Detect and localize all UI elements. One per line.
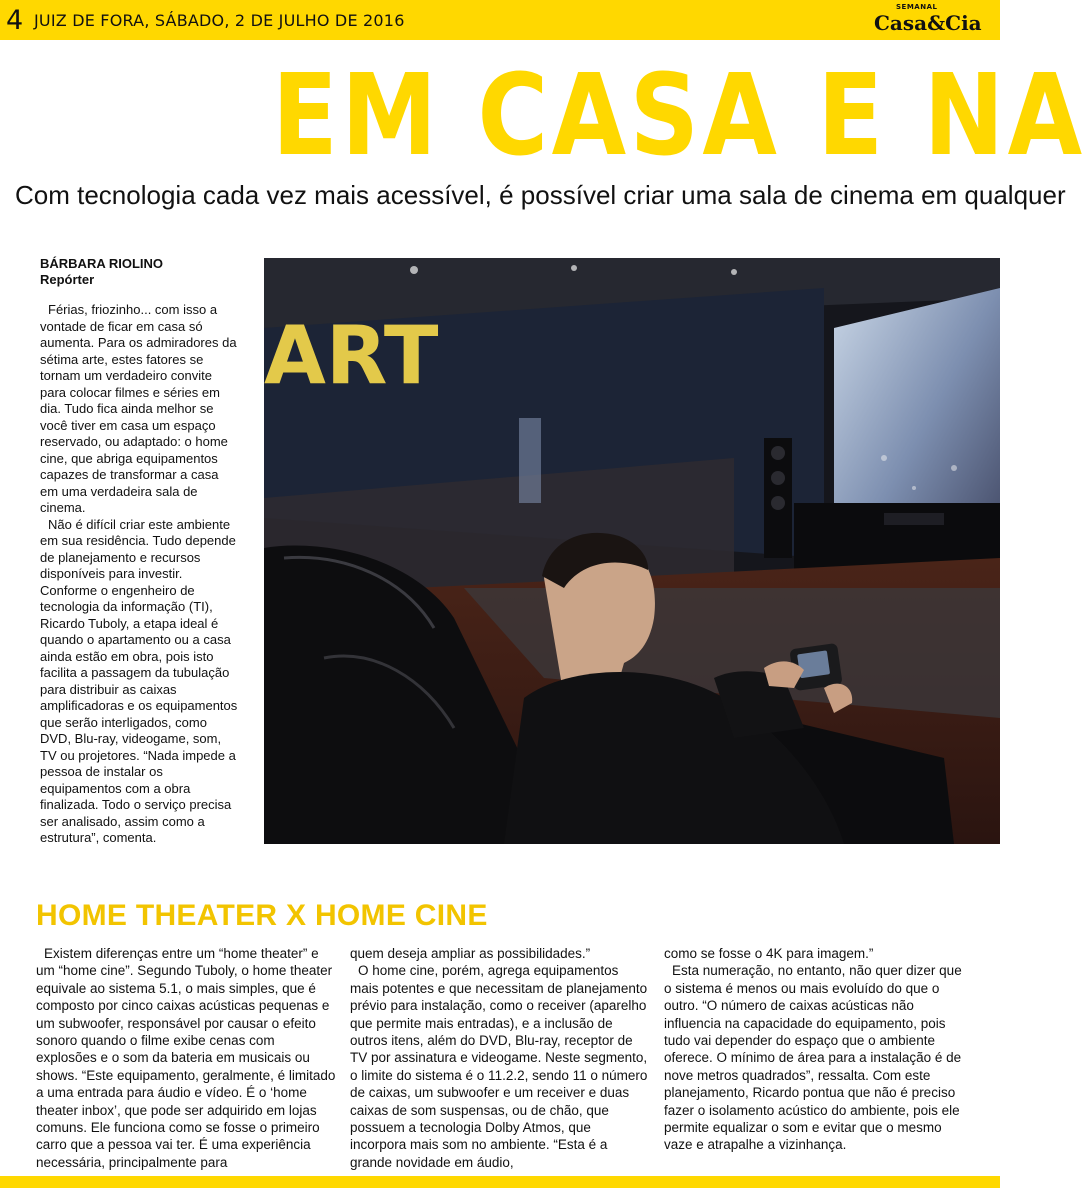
photo-illustration [264,258,1000,844]
column-paragraph: O home cine, porém, agrega equipamentos mais potentes e que necessitam de planejamento prévio para instalação, como o receiver (aparelho que permite mais entradas), e a inclusão de outros itens, além do DVD, Blu-ray, receptor de TV por assinatura e videogame. Neste segmento, o limite do sistema é o 11.2.2, sendo 11 o número de caixas, um subwoofer e um receiver e duas caixas de som suspensas, ou de chão, que possuem a tecnologia Dolby Atmos, que incorpora mais som no ambiente. “Esta é a grande novidade em áudio, [350,963,648,1170]
section-title: HOME THEATER X HOME CINE [36,899,488,932]
subheadline: Com tecnologia cada vez mais acessível, é possível criar uma sala de cinema em qualquer [15,180,1066,210]
page-number: 4 [6,5,24,36]
home-cinema-photo [264,258,1000,844]
text-column-3 [664,945,964,1154]
author-role: Repórter [40,272,95,287]
bottom-bar [0,1176,1000,1188]
column-paragraph: Existem diferenças entre um “home theater” e um “home cine”. Segundo Tuboly, o home theater equivale ao sistema 5.1, o mais simples, que é composto por cinco caixas acústicas pequenas e um subwoofer, responsável por causar o efeito sonoro quando o filme exibe cenas com explosões e o som da bateria em musicais ou shows. “Este equipamento, geralmente, é limitado a uma entrada para áudio e vídeo. É o ‘home theater inbox’, que pode ser adquirido em lojas comuns. Ele funciona como se fosse o primeiro carro que a pessoa vai ter. É uma experiência necessária, principalmente para [36,946,336,1170]
intro-column [40,302,240,847]
author-name: BÁRBARA RIOLINO [40,256,164,271]
column-paragraph: Esta numeração, no entanto, não quer dizer que o sistema é menos ou mais evoluído do que o outro. “O número de caixas acústicas não influencia na capacidade do equipamento, pois tudo vai depender do espaço que o ambiente oferece. O mínimo de área para a instalação é de nove metros quadrados”, ressalta. Com este planejamento, Ricardo pontua que não é preciso fazer o isolamento acústico do ambiente, pois ele permite equalizar o som e evitar que o mesmo vaze e atrapalhe a vizinhança. [664,963,962,1153]
headline: EM CASA E NA [272,51,1086,181]
section-logo [874,3,994,37]
text-column-1 [36,945,336,1171]
text-column-2 [350,945,650,1171]
wall-lettering: ART [264,309,439,402]
column-paragraph: quem deseja ampliar as possibilidades.” [350,946,591,961]
column-paragraph: como se fosse o 4K para imagem.” [664,946,874,961]
intro-paragraph: Férias, friozinho... com isso a vontade de ficar em casa só aumenta. Para os admiradores da sétima arte, estes fatores se tornam um verdadeiro convite para colocar filmes e séries em dia. Tudo fica ainda melhor se você tiver em casa um espaço reservado, ou adaptado: o home cine, que abriga equipamentos capazes de transformar a casa em uma verdadeira sala de cinema. [40,302,237,515]
logo-main-text: Casa&Cia [874,11,982,35]
byline [40,256,163,288]
intro-paragraph: Não é difícil criar este ambiente em sua residência. Tudo depende de planejamento e recursos disponíveis para investir. Conforme o engenheiro de tecnologia da informação (TI), Ricardo Tuboly, a etapa ideal é quando o apartamento ou a casa ainda estão em obra, pois isto facilita a passagem da tubulação para distribuir as caixas amplificadoras e os equipamentos que serão interligados, como DVD, Blu-ray, videogame, som, TV ou projetores. “Nada impede a pessoa de instalar os equipamentos com a obra finalizada. Todo o serviço precisa ser analisado, assim como a estrutura”, comenta. [40,516,238,845]
dateline: JUIZ DE FORA, SÁBADO, 2 DE JULHO DE 2016 [34,11,405,30]
logo-small-text: SEMANAL [896,3,938,11]
